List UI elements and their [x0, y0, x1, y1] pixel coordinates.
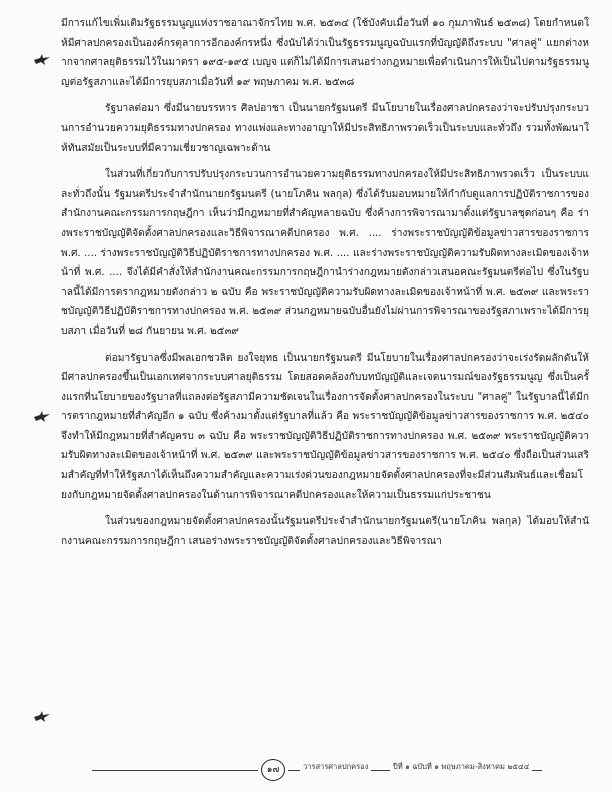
- issue-info: ปีที่ ๑ ฉบับที่ ๑ พฤษภาคม-สิงหาคม ๒๕๔๔: [390, 761, 532, 773]
- page-number-badge: [258, 759, 288, 781]
- paragraph-chavalit-government: ต่อมารัฐบาลซึ่งมีพลเอกชวลิต ยงใจยุทธ เป็นนายกรัฐมนตรี มีนโยบายในเรื่องศาลปกครองว่าจะเร่งรัดผลักดันให้มีศาลปกครองขึ้นเป็นเอกเทศจากระบบศาลยุติธรรม โดยสอดคล้องกับบทบัญญัติและเจตนารมณ์ของรัฐธรรมนูญ ซึ่งเป็นครั้งแรกที่นโยบายของรัฐบาลที่แถลงต่อรัฐสภามีความชัดเจนในเรื่องการจัดตั้งศาลปกครองในระบบ "ศาลคู่" ในรัฐบาลนี้ได้มีการตรากฎหมายที่สำคัญอีก ๑ ฉบับ ซึ่งค้างมาตั้งแต่รัฐบาลที่แล้ว คือ พระราชบัญญัติข้อมูลข่าวสารของราชการ พ.ศ. ๒๕๔๐ จึงทำให้มีกฎหมายที่สำคัญครบ ๓ ฉบับ คือ พระราชบัญญัติวิธีปฏิบัติราชการทางปกครอง พ.ศ. ๒๕๓๙ พระราชบัญญัติความรับผิดทางละเมิดของเจ้าหน้าที่ พ.ศ. ๒๕๓๙ และพระราชบัญญัติข้อมูลข่าวสารของราชการ พ.ศ. ๒๕๔๐ ซึ่งถือเป็นส่วนเสริมสำคัญที่ทำให้รัฐสภาได้เห็นถึงความสำคัญและความเร่งด่วนของกฎหมายจัดตั้งศาลปกครองที่จะมีส่วนสัมพันธ์และเชื่อมโยงกับกฎหมายจัดตั้งศาลปกครองในด้านการพิจารณาคดีปกครองและให้ความเป็นธรรมแก่ประชาชน: [61, 352, 589, 501]
- body-text: [61, 14, 589, 742]
- margin-mark-icon: [33, 52, 51, 66]
- page-number: ๑๗: [261, 759, 285, 781]
- paragraph-court-establishment-law: ในส่วนของกฎหมายจัดตั้งศาลปกครองนั้นรัฐมนตรีประจำสำนักนายกรัฐมนตรี(นายโภคิน พลกุล) ได้มอบให้สำนักงานคณะกรรมการกฤษฎีกา เสนอร่างพระราชบัญญัติจัดตั้งศาลปกครองและวิธีพิจารณา: [61, 516, 589, 547]
- paragraph-administrative-process: ในส่วนที่เกี่ยวกับการปรับปรุงกระบวนการอำนวยความยุติธรรมทางปกครองให้มีประสิทธิภาพรวดเร็ว เป็นระบบและทั่วถึงนั้น รัฐมนตรีประจำสำนักนายกรัฐมนตรี (นายโภคิน พลกุล) ซึ่งได้รับมอบหมายให้กำกับดูแลการปฏิบัติราชการของสำนักงานคณะกรรมการกฤษฎีกา เห็นว่ามีกฎหมายที่สำคัญหลายฉบับ ซึ่งค้างการพิจารณามาตั้งแต่รัฐบาลชุดก่อนๆ คือ ร่างพระราชบัญญัติจัดตั้งศาลปกครองและวิธีพิจารณาคดีปกครอง พ.ศ. .... ร่างพระราชบัญญัติข้อมูลข่าวสารของราชการ พ.ศ. .... ร่างพระราชบัญญัติวิธีปฏิบัติราชการทางปกครอง พ.ศ. .... และร่างพระราชบัญญัติความรับผิดทางละเมิดของเจ้าหน้าที่ พ.ศ. .... จึงได้มีคำสั่งให้สำนักงานคณะกรรมการกฤษฎีกานำร่างกฎหมายดังกล่าวเสนอคณะรัฐมนตรีต่อไป ซึ่งในรัฐบาลนี้ได้มีการตรากฎหมายดังกล่าว ๒ ฉบับ คือ พระราชบัญญัติความรับผิดทางละเมิดของเจ้าหน้าที่ พ.ศ. ๒๕๓๙ และพระราชบัญญัติวิธีปฏิบัติราชการทางปกครอง พ.ศ. ๒๕๓๙ ส่วนกฎหมายฉบับอื่นยังไม่ผ่านการพิจารณาของรัฐสภาเพราะได้มีการยุบสภา เมื่อวันที่ ๒๘ กันยายน พ.ศ. ๒๕๓๙: [61, 169, 589, 337]
- margin-mark-icon: [33, 409, 51, 423]
- paragraph-banharn-government: รัฐบาลต่อมา ซึ่งมีนายบรรหาร ศิลปอาชา เป็นนายกรัฐมนตรี มีนโยบายในเรื่องศาลปกครองว่าจะปรับปรุงกระบวนการอำนวยความยุติธรรมทางปกครอง ทางแพ่งและทางอาญาให้มีประสิทธิภาพรวดเร็วเป็นระบบและทั่วถึง รวมทั้งพัฒนาให้ทันสมัยเป็นระบบที่มีความเชี่ยวชาญเฉพาะด้าน: [61, 103, 589, 154]
- paragraph-constitution-amendment: มีการแก้ไขเพิ่มเติมรัฐธรรมนูญแห่งราชอาณาจักรไทย พ.ศ. ๒๕๓๔ (ใช้บังคับเมื่อวันที่ ๑๐ กุมภาพันธ์ ๒๕๓๘) โดยกำหนดให้มีศาลปกครองเป็นองค์กรตุลาการอีกองค์กรหนึ่ง ซึ่งนับได้ว่าเป็นรัฐธรรมนูญฉบับแรกที่บัญญัติถึงระบบ "ศาลคู่" แยกต่างหากจากศาลยุติธรรมไว้ในมาตรา ๑๙๕-๑๙๕ เบญจ แต่ก็ไม่ได้มีการเสนอร่างกฎหมายเพื่อดำเนินการให้เป็นไปตามรัฐธรรมนูญต่อรัฐสภาและได้มีการยุบสภาเมื่อวันที่ ๑๙ พฤษภาคม พ.ศ. ๒๕๓๘: [61, 18, 589, 88]
- journal-title: วารสารศาลปกครอง: [300, 761, 371, 773]
- margin-mark-icon: [33, 709, 51, 723]
- page-footer: [0, 757, 612, 783]
